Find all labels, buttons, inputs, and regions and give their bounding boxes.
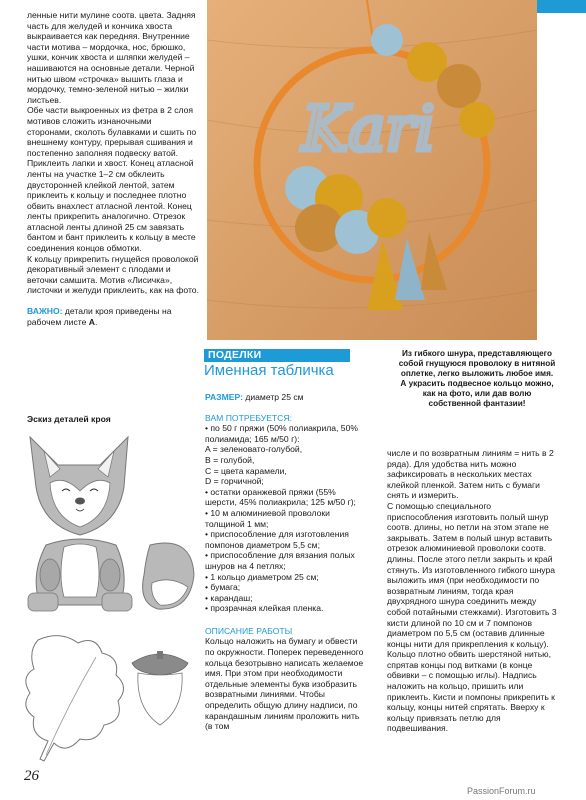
left-paragraph-2: Обе части выкроенных из фетра в 2 слоя мотивов сложить изнаночными сторонами, сколоть булавками и сшить по внешнему контуру, прерывая сшивания и постепенно заполняя подвеску ватой. Приклеить лапки и хвост. Конец атласной ленты на участке 1–2 см обклеить двусторонней клейкой лентой, затем приклеить к кольцу и последнее плотно обвить внахлест атласной лентой. Конец ленты прикрепить аналогично. Отрезок атласной ленты длиной 25 см завязать бантом и бант приклеить к кольцу в месте соединения концов обмотки. xyxy=(27,105,197,254)
important-note xyxy=(27,306,199,327)
left-paragraph-3: К кольцу прикрепить гнущейся проволокой декоративный элемент с плодами и веточки самшита. Мотив «Лисичка», листочки и желуди приклеить, как на фото. xyxy=(27,253,199,296)
fox-tail-icon xyxy=(143,543,194,609)
need-title: ВАМ ПОТРЕБУЕТСЯ: xyxy=(205,412,292,423)
size-text: диаметр 25 см xyxy=(242,392,304,402)
work-text: Кольцо наложить на бумагу и обвести по окружности. Поперек переведенного кольца безотрывно написать желаемое имя. При этом при необходимости отдельные элементы букв изобразить возвратными линиями. Чтобы определить общую длину надписи, по карандашным линиям проложить нить (в том xyxy=(205,636,364,732)
section-tag: ПОДЕЛКИ xyxy=(204,349,350,362)
size-label: РАЗМЕР: xyxy=(205,392,243,402)
important-end: . xyxy=(94,316,98,327)
sketch-title: Эскиз деталей кроя xyxy=(27,414,111,424)
important-bold: А xyxy=(88,316,95,327)
left-paragraph-1: ленные нити мулине соотв. цвета. Задняя часть для желудей и кончика хвоста выкраивается как передняя. Внутренние части мотива – мордочка, нос, брюшко, ушки, кончик хвоста и шляпки желудей – нашиваются на основные детали. Черной нитью швом «строчка» вышить глаза и мордочку, темно-зеленой нитью – жилки листьев. xyxy=(27,10,196,105)
size-line xyxy=(205,392,369,403)
need-item-2: B = голубой, xyxy=(205,454,255,465)
need-item-3: C = цвета карамели, xyxy=(205,465,287,476)
need-item-8: • приспособление для вязания полых шнуров на 4 петлях; xyxy=(205,550,355,571)
need-item-6: • 10 м алюминиевой проволоки толщиной 1 мм; xyxy=(205,507,330,529)
need-item-5: • остатки оранжевой пряжи (55% шерсти, 45% полиакрила; 125 м/50 г); xyxy=(205,486,356,508)
need-item-7: • приспособление для изготовления помпонов диаметром 5,5 см; xyxy=(205,529,349,550)
right-text-column: числе и по возвратным линиям = нить в 2 ряда). Для удобства нить можно зафиксировать в нескольких местах клейкой пленкой. Затем нить с бумаги снять и измерить. С помощью специального приспособления изготовить полый шнур соотв. длины, но петли на этом этапе не закрывать. Затем в полый шнур вставить отрезок алюминиевой проволоки соотв. длины. После этого петли закрыть и край стянуть. Из изготовленного гибкого шнура выложить имя (при необходимости по возвратным линиям, тогда края двухрядного шнура соединить между собой потайными стежками). Изготовить 3 кисти длиной по 10 см и 7 помпонов диаметром по 5,5 см (оставив длинные концы нити для прикрепления к кольцу). Кольцо плотно обвить шерстяной нитью, спрятав концы под витками (в конце обвивки – с помощью иглы). Надпись наложить на кольцо, пришить или приклеить. Кисти и помпоны прикрепить к кольцу, концы нитей спрятать. Вверху к кольцу привязать петлю для подвешивания. xyxy=(387,448,557,734)
tip-box: Из гибкого шнура, представляющего собой гнущуюся проволоку в нитяной оплетке, легко выложить любое имя. А украсить подвесное кольцо можно, как на фото, или дав волю собственной фантазии! xyxy=(398,349,556,408)
need-item-0: • по 50 г пряжи (50% полиакрила, 50% полиамида; 165 м/50 г): xyxy=(205,423,359,444)
pattern-sketch xyxy=(20,425,205,770)
need-item-9: • 1 кольцо диаметром 25 см; xyxy=(205,571,319,582)
need-item-1: A = зеленовато-голубой, xyxy=(205,444,303,455)
photo-name-wire: Kari xyxy=(302,92,435,165)
product-photo xyxy=(207,0,537,340)
need-item-11: • карандаш; xyxy=(205,592,253,603)
header-accent-bar xyxy=(537,0,586,13)
name-hoop-photo xyxy=(207,0,537,340)
page-number: 26 xyxy=(24,768,39,784)
section-title: Именная табличка xyxy=(204,362,334,379)
fox-head-icon xyxy=(30,437,128,535)
left-text-column xyxy=(27,10,199,327)
fox-body-icon xyxy=(28,539,132,611)
acorn-icon xyxy=(132,651,188,725)
important-label: ВАЖНО: xyxy=(27,306,63,317)
need-item-12: • прозрачная клейкая пленка. xyxy=(205,603,324,614)
need-item-4: D = горчичной; xyxy=(205,476,264,487)
need-item-10: • бумага; xyxy=(205,582,241,593)
middle-text-column xyxy=(205,392,369,732)
important-text: детали кроя приведены на рабочем листе xyxy=(27,306,172,327)
watermark: PassionForum.ru xyxy=(467,786,536,796)
oak-leaf-icon xyxy=(26,636,124,761)
work-title: ОПИСАНИЕ РАБОТЫ xyxy=(205,625,293,636)
